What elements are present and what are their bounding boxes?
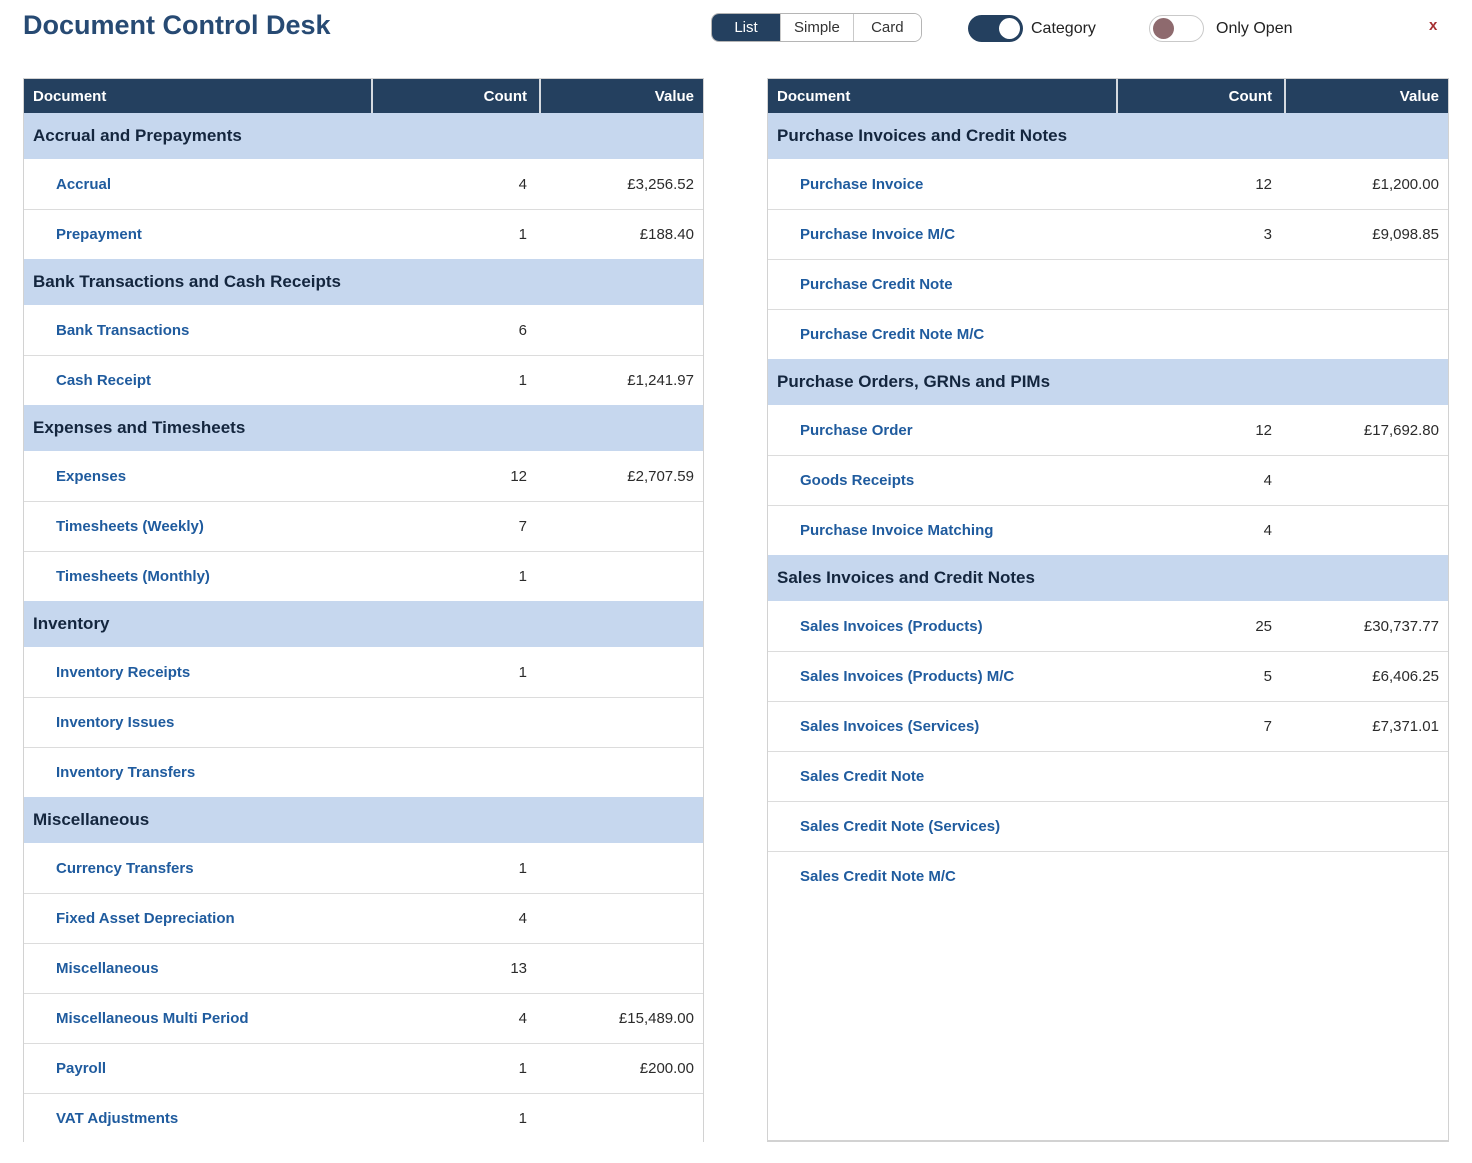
document-cell bbox=[768, 176, 1116, 193]
documents-table-right bbox=[767, 78, 1449, 1142]
value-cell: £2,707.59 bbox=[627, 467, 694, 485]
document-link[interactable]: Purchase Invoice M/C bbox=[800, 226, 956, 243]
value-cell: £30,737.77 bbox=[1363, 617, 1439, 635]
table-row bbox=[768, 159, 1448, 209]
document-link[interactable]: Goods Receipts bbox=[800, 472, 915, 489]
document-link[interactable]: Payroll bbox=[56, 1060, 107, 1077]
view-switcher bbox=[711, 13, 922, 42]
close-icon[interactable]: x bbox=[1429, 17, 1438, 34]
view-option-card[interactable]: Card bbox=[853, 14, 921, 41]
document-cell bbox=[24, 1060, 371, 1077]
document-link[interactable]: Purchase Order bbox=[800, 421, 913, 439]
category-header: Purchase Orders, GRNs and PIMs bbox=[768, 359, 1448, 405]
document-cell bbox=[24, 468, 371, 485]
documents-table-left bbox=[23, 78, 704, 1142]
table-row bbox=[24, 843, 703, 893]
value-cell: £7,371.01 bbox=[1372, 718, 1439, 735]
value-cell: £9,098.85 bbox=[1372, 226, 1439, 243]
value-cell: £1,200.00 bbox=[1372, 175, 1439, 193]
category-toggle[interactable] bbox=[968, 15, 1023, 42]
document-cell bbox=[768, 868, 1116, 885]
category-header: Sales Invoices and Credit Notes bbox=[768, 555, 1448, 601]
count-cell: 4 bbox=[518, 175, 527, 193]
document-link[interactable]: Fixed Asset Depreciation bbox=[56, 910, 235, 927]
document-cell bbox=[768, 768, 1116, 785]
document-link[interactable]: Inventory Transfers bbox=[56, 764, 196, 781]
table-row bbox=[768, 601, 1448, 651]
table-row bbox=[24, 551, 703, 601]
document-cell bbox=[24, 322, 371, 339]
document-link[interactable]: Sales Credit Note bbox=[800, 768, 925, 785]
count-cell: 1 bbox=[518, 372, 527, 389]
document-cell bbox=[24, 764, 371, 781]
table-row bbox=[24, 501, 703, 551]
count-cell: 12 bbox=[1255, 175, 1272, 193]
toggle-knob-icon bbox=[1153, 18, 1174, 39]
table-row bbox=[24, 747, 703, 797]
value-cell: £6,406.25 bbox=[1372, 668, 1439, 685]
count-cell: 1 bbox=[518, 663, 527, 681]
table-row bbox=[768, 405, 1448, 455]
table-row bbox=[768, 801, 1448, 851]
document-cell bbox=[24, 518, 371, 535]
view-option-simple[interactable]: Simple bbox=[780, 14, 853, 41]
count-cell: 5 bbox=[1263, 668, 1272, 685]
table-row bbox=[24, 1093, 703, 1143]
count-cell: 4 bbox=[1263, 472, 1272, 489]
document-link[interactable]: Miscellaneous Multi Period bbox=[56, 1010, 249, 1027]
document-cell bbox=[24, 910, 371, 927]
document-link[interactable]: Currency Transfers bbox=[56, 859, 194, 877]
table-row bbox=[24, 159, 703, 209]
document-link[interactable]: Inventory Receipts bbox=[56, 663, 191, 681]
document-link[interactable]: Sales Invoices (Services) bbox=[800, 718, 980, 735]
document-link[interactable]: Accrual bbox=[56, 175, 112, 193]
document-link[interactable]: Timesheets (Weekly) bbox=[56, 518, 204, 535]
document-cell bbox=[768, 276, 1116, 293]
document-link[interactable]: Bank Transactions bbox=[56, 321, 190, 339]
document-cell bbox=[24, 1110, 371, 1127]
page-title: Document Control Desk bbox=[23, 10, 331, 40]
view-option-list[interactable]: List bbox=[712, 14, 780, 41]
document-link[interactable]: Inventory Issues bbox=[56, 714, 175, 731]
count-cell: 3 bbox=[1263, 226, 1272, 243]
document-cell bbox=[24, 960, 371, 977]
column-header-value[interactable]: Value bbox=[1284, 79, 1448, 113]
value-cell: £17,692.80 bbox=[1363, 421, 1439, 439]
document-cell bbox=[24, 1010, 371, 1027]
table-row bbox=[768, 309, 1448, 359]
document-link[interactable]: Cash Receipt bbox=[56, 372, 152, 389]
document-cell bbox=[24, 714, 371, 731]
column-header-document[interactable]: Document bbox=[777, 87, 851, 105]
document-cell bbox=[768, 618, 1116, 635]
category-toggle-label: Category bbox=[1031, 20, 1096, 37]
category-header: Expenses and Timesheets bbox=[24, 405, 703, 451]
table-row bbox=[24, 893, 703, 943]
count-cell: 1 bbox=[518, 568, 527, 585]
column-header-count[interactable]: Count bbox=[371, 79, 539, 113]
document-link[interactable]: VAT Adjustments bbox=[56, 1110, 179, 1127]
document-link[interactable]: Miscellaneous bbox=[56, 960, 159, 977]
category-header: Bank Transactions and Cash Receipts bbox=[24, 259, 703, 305]
document-link[interactable]: Purchase Credit Note bbox=[800, 276, 953, 293]
table-row bbox=[24, 355, 703, 405]
count-cell: 12 bbox=[510, 467, 527, 485]
document-cell bbox=[24, 860, 371, 877]
column-header-document[interactable]: Document bbox=[33, 87, 107, 105]
value-cell: £15,489.00 bbox=[618, 1010, 694, 1027]
table-row bbox=[24, 1043, 703, 1093]
table-row bbox=[768, 651, 1448, 701]
document-cell bbox=[768, 522, 1116, 539]
count-cell: 1 bbox=[518, 1110, 527, 1127]
table-row bbox=[768, 851, 1448, 901]
only-open-toggle[interactable] bbox=[1149, 15, 1204, 42]
document-link[interactable]: Prepayment bbox=[56, 226, 142, 243]
document-link[interactable]: Sales Invoices (Products) M/C bbox=[800, 668, 1015, 685]
table-header-row bbox=[768, 79, 1448, 113]
category-header: Inventory bbox=[24, 601, 703, 647]
document-cell bbox=[24, 226, 371, 243]
table-row bbox=[768, 455, 1448, 505]
count-cell: 12 bbox=[1255, 421, 1272, 439]
document-link[interactable]: Timesheets (Monthly) bbox=[56, 568, 210, 585]
document-cell bbox=[24, 568, 371, 585]
table-row bbox=[768, 751, 1448, 801]
table-row bbox=[24, 697, 703, 747]
document-cell bbox=[768, 818, 1116, 835]
document-link[interactable]: Purchase Invoice bbox=[800, 175, 924, 193]
count-cell: 1 bbox=[518, 859, 527, 877]
table-row bbox=[24, 647, 703, 697]
document-link[interactable]: Purchase Credit Note M/C bbox=[800, 326, 985, 343]
table-row bbox=[768, 259, 1448, 309]
document-cell bbox=[768, 422, 1116, 439]
document-link[interactable]: Sales Credit Note M/C bbox=[800, 868, 956, 885]
value-cell: £200.00 bbox=[639, 1060, 694, 1077]
document-cell bbox=[768, 226, 1116, 243]
table-row bbox=[768, 505, 1448, 555]
table-row bbox=[24, 451, 703, 501]
document-link[interactable]: Sales Invoices (Products) bbox=[800, 617, 983, 635]
document-cell bbox=[768, 718, 1116, 735]
document-cell bbox=[768, 326, 1116, 343]
only-open-toggle-label: Only Open bbox=[1216, 20, 1293, 37]
value-cell: £188.40 bbox=[639, 226, 694, 243]
count-cell: 4 bbox=[518, 910, 527, 927]
count-cell: 1 bbox=[518, 1060, 527, 1077]
table-row bbox=[24, 209, 703, 259]
count-cell: 1 bbox=[518, 226, 527, 243]
document-cell bbox=[768, 472, 1116, 489]
document-cell bbox=[24, 664, 371, 681]
count-cell: 7 bbox=[1263, 718, 1272, 735]
table-row bbox=[768, 209, 1448, 259]
table-row bbox=[24, 305, 703, 355]
table-row bbox=[24, 943, 703, 993]
table-row bbox=[24, 993, 703, 1043]
count-cell: 6 bbox=[518, 321, 527, 339]
column-header-value[interactable]: Value bbox=[539, 79, 703, 113]
table-header-row bbox=[24, 79, 703, 113]
document-link[interactable]: Sales Credit Note (Services) bbox=[800, 818, 1001, 835]
category-header: Accrual and Prepayments bbox=[24, 113, 703, 159]
value-cell: £3,256.52 bbox=[627, 175, 694, 193]
value-cell: £1,241.97 bbox=[627, 372, 694, 389]
document-cell bbox=[24, 176, 371, 193]
count-cell: 4 bbox=[518, 1010, 527, 1027]
category-header: Purchase Invoices and Credit Notes bbox=[768, 113, 1448, 159]
count-cell: 25 bbox=[1255, 617, 1272, 635]
document-cell bbox=[24, 372, 371, 389]
document-link[interactable]: Expenses bbox=[56, 467, 127, 485]
column-header-count[interactable]: Count bbox=[1116, 79, 1284, 113]
category-header: Miscellaneous bbox=[24, 797, 703, 843]
table-row bbox=[768, 701, 1448, 751]
toggle-knob-icon bbox=[999, 18, 1020, 39]
count-cell: 13 bbox=[510, 960, 527, 977]
document-cell bbox=[768, 668, 1116, 685]
count-cell: 7 bbox=[518, 518, 527, 535]
document-link[interactable]: Purchase Invoice Matching bbox=[800, 522, 994, 539]
count-cell: 4 bbox=[1263, 522, 1272, 539]
